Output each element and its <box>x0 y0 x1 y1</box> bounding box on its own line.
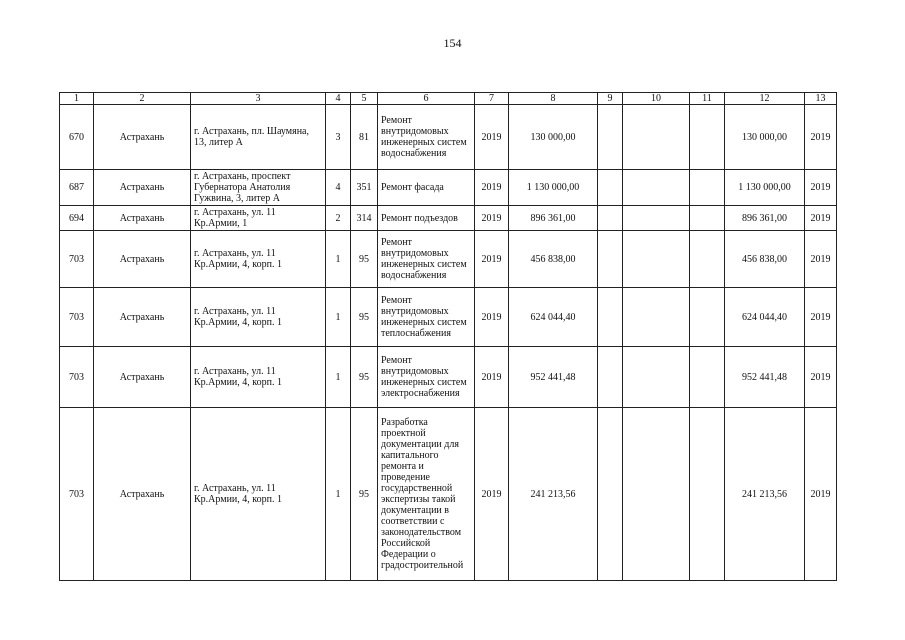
floors-cell: 1 <box>326 288 351 347</box>
cost-cell: 241 213,56 <box>509 408 598 581</box>
table-row <box>60 206 837 231</box>
floors-cell: 1 <box>326 347 351 408</box>
work-type-cell: Разработка проектной документации для капитального ремонта и проведение государственной экспертизы такой документации в соответствии с законодательством Российской Федерации о градостроительной <box>378 408 475 581</box>
empty-cell <box>623 231 690 288</box>
total-cost-cell: 130 000,00 <box>725 105 805 170</box>
page-number: 154 <box>443 36 462 50</box>
area-cell: 95 <box>351 231 378 288</box>
city-cell: Астрахань <box>94 347 191 408</box>
cost-cell: 624 044,40 <box>509 288 598 347</box>
floors-cell: 2 <box>326 206 351 231</box>
empty-cell <box>598 105 623 170</box>
floors-cell: 1 <box>326 231 351 288</box>
column-header: 12 <box>725 93 805 105</box>
empty-cell <box>690 105 725 170</box>
year-cell: 2019 <box>475 408 509 581</box>
cost-cell: 456 838,00 <box>509 231 598 288</box>
completion-year-cell: 2019 <box>805 347 837 408</box>
table-row <box>60 347 837 408</box>
empty-cell <box>623 347 690 408</box>
address-cell: г. Астрахань, ул. 11 Кр.Армии, 4, корп. 1 <box>191 288 326 347</box>
column-header: 1 <box>60 93 94 105</box>
empty-cell <box>690 170 725 206</box>
floors-cell: 4 <box>326 170 351 206</box>
table-row <box>60 170 837 206</box>
column-header: 5 <box>351 93 378 105</box>
column-number-header-row <box>60 93 837 105</box>
completion-year-cell: 2019 <box>805 206 837 231</box>
area-cell: 351 <box>351 170 378 206</box>
table-row <box>60 408 837 581</box>
year-cell: 2019 <box>475 206 509 231</box>
year-cell: 2019 <box>475 105 509 170</box>
area-cell: 314 <box>351 206 378 231</box>
total-cost-cell: 1 130 000,00 <box>725 170 805 206</box>
year-cell: 2019 <box>475 170 509 206</box>
cost-cell: 130 000,00 <box>509 105 598 170</box>
total-cost-cell: 241 213,56 <box>725 408 805 581</box>
cost-cell: 1 130 000,00 <box>509 170 598 206</box>
column-header: 10 <box>623 93 690 105</box>
empty-cell <box>623 206 690 231</box>
city-cell: Астрахань <box>94 408 191 581</box>
table-row <box>60 105 837 170</box>
empty-cell <box>690 231 725 288</box>
column-header: 11 <box>690 93 725 105</box>
cost-cell: 896 361,00 <box>509 206 598 231</box>
row-number-cell: 703 <box>60 347 94 408</box>
total-cost-cell: 456 838,00 <box>725 231 805 288</box>
column-header: 13 <box>805 93 837 105</box>
work-type-cell: Ремонт внутридомовых инженерных систем теплоснабжения <box>378 288 475 347</box>
address-cell: г. Астрахань, ул. 11 Кр.Армии, 1 <box>191 206 326 231</box>
row-number-cell: 703 <box>60 231 94 288</box>
empty-cell <box>623 105 690 170</box>
address-cell: г. Астрахань, ул. 11 Кр.Армии, 4, корп. 1 <box>191 231 326 288</box>
table-row <box>60 288 837 347</box>
column-header: 7 <box>475 93 509 105</box>
row-number-cell: 670 <box>60 105 94 170</box>
work-type-cell: Ремонт внутридомовых инженерных систем водоснабжения <box>378 105 475 170</box>
row-number-cell: 703 <box>60 288 94 347</box>
empty-cell <box>598 231 623 288</box>
city-cell: Астрахань <box>94 231 191 288</box>
column-header: 2 <box>94 93 191 105</box>
repair-register-table <box>59 92 837 581</box>
empty-cell <box>690 347 725 408</box>
column-header: 9 <box>598 93 623 105</box>
column-header: 3 <box>191 93 326 105</box>
column-header: 4 <box>326 93 351 105</box>
empty-cell <box>690 206 725 231</box>
completion-year-cell: 2019 <box>805 231 837 288</box>
empty-cell <box>623 408 690 581</box>
floors-cell: 1 <box>326 408 351 581</box>
row-number-cell: 694 <box>60 206 94 231</box>
empty-cell <box>598 347 623 408</box>
completion-year-cell: 2019 <box>805 105 837 170</box>
area-cell: 95 <box>351 347 378 408</box>
year-cell: 2019 <box>475 288 509 347</box>
total-cost-cell: 624 044,40 <box>725 288 805 347</box>
address-cell: г. Астрахань, ул. 11 Кр.Армии, 4, корп. 1 <box>191 347 326 408</box>
area-cell: 81 <box>351 105 378 170</box>
column-header: 8 <box>509 93 598 105</box>
city-cell: Астрахань <box>94 170 191 206</box>
row-number-cell: 687 <box>60 170 94 206</box>
completion-year-cell: 2019 <box>805 288 837 347</box>
floors-cell: 3 <box>326 105 351 170</box>
empty-cell <box>598 288 623 347</box>
year-cell: 2019 <box>475 231 509 288</box>
address-cell: г. Астрахань, ул. 11 Кр.Армии, 4, корп. 1 <box>191 408 326 581</box>
empty-cell <box>690 408 725 581</box>
completion-year-cell: 2019 <box>805 170 837 206</box>
empty-cell <box>623 288 690 347</box>
total-cost-cell: 952 441,48 <box>725 347 805 408</box>
table-row <box>60 231 837 288</box>
city-cell: Астрахань <box>94 105 191 170</box>
city-cell: Астрахань <box>94 288 191 347</box>
empty-cell <box>623 170 690 206</box>
area-cell: 95 <box>351 408 378 581</box>
completion-year-cell: 2019 <box>805 408 837 581</box>
work-type-cell: Ремонт фасада <box>378 170 475 206</box>
empty-cell <box>690 288 725 347</box>
year-cell: 2019 <box>475 347 509 408</box>
row-number-cell: 703 <box>60 408 94 581</box>
work-type-cell: Ремонт внутридомовых инженерных систем электроснабжения <box>378 347 475 408</box>
address-cell: г. Астрахань, пл. Шаумяна, 13, литер А <box>191 105 326 170</box>
column-header: 6 <box>378 93 475 105</box>
area-cell: 95 <box>351 288 378 347</box>
address-cell: г. Астрахань, проспект Губернатора Анатолия Гужвина, 3, литер А <box>191 170 326 206</box>
work-type-cell: Ремонт подъездов <box>378 206 475 231</box>
empty-cell <box>598 408 623 581</box>
empty-cell <box>598 170 623 206</box>
cost-cell: 952 441,48 <box>509 347 598 408</box>
empty-cell <box>598 206 623 231</box>
total-cost-cell: 896 361,00 <box>725 206 805 231</box>
work-type-cell: Ремонт внутридомовых инженерных систем водоснабжения <box>378 231 475 288</box>
city-cell: Астрахань <box>94 206 191 231</box>
